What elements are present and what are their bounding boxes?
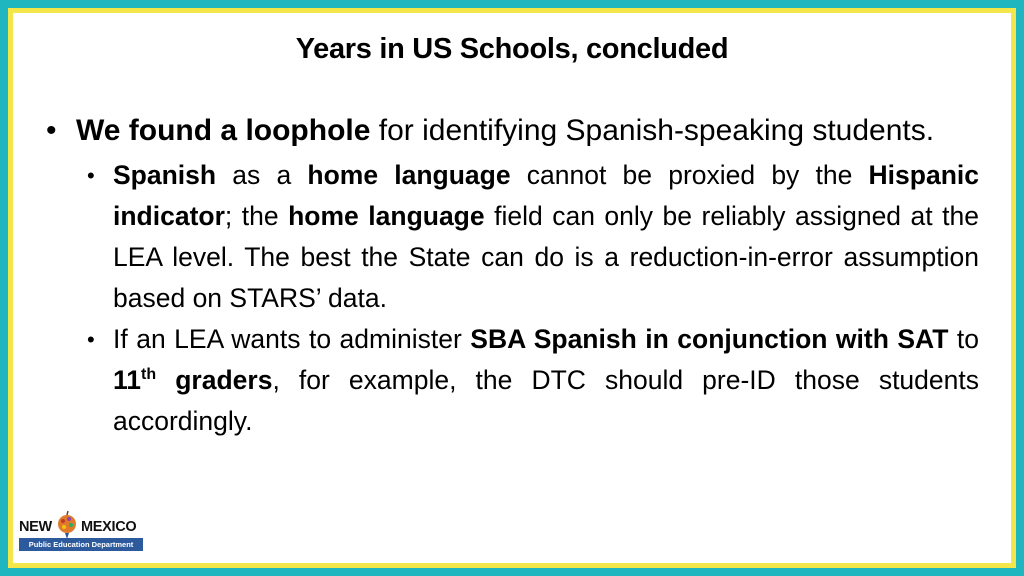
sub1-text-d: field can only be reliably assigned at the LEA level. The best the State can do is a reduction-in-error assumption based on STARS’ data. — [113, 201, 979, 313]
sub2-superscript-th: th — [141, 366, 157, 383]
sub2-bold-11: 11 — [113, 365, 142, 395]
sub1-bold-spanish: Spanish — [113, 160, 217, 190]
bullet-main-text: for identifying Spanish-speaking students. — [370, 114, 935, 147]
sub2-text-a: If an LEA wants to administer — [113, 324, 471, 354]
bullet-main-bold: We found a loophole — [76, 114, 371, 147]
sub1-bold-home-language-2: home language — [288, 201, 485, 231]
bullet-dot-icon: • — [46, 114, 57, 147]
logo-subtitle: Public Education Department — [19, 538, 143, 551]
apple-icon — [55, 510, 79, 540]
sub1-text-b: cannot be proxied by the — [510, 160, 869, 190]
sub2-text-c: , for example, the DTC should pre-ID those students accordingly. — [113, 365, 979, 436]
sub1-text-c: ; the — [224, 201, 289, 231]
sub-bullet-spanish — [43, 155, 979, 319]
logo-word-new: NEW — [19, 519, 52, 535]
sub-bullet-dot-icon: • — [87, 327, 95, 352]
bullet-main — [43, 110, 979, 152]
sub-bullet-dot-icon: • — [87, 163, 95, 188]
sub-bullet-lea — [43, 319, 979, 442]
sub2-bold-graders: graders — [156, 365, 273, 395]
sub2-bold-sba: SBA Spanish in conjunction with SAT — [470, 324, 949, 354]
slide — [13, 13, 1011, 563]
logo-word-mexico: MEXICO — [81, 519, 137, 535]
slide-content — [43, 110, 979, 442]
slide-title: Years in US Schools, concluded — [295, 33, 729, 65]
sub1-text-a: as a — [216, 160, 308, 190]
sub2-text-b: to — [948, 324, 979, 354]
sub1-bold-hispanic-indicator: Hispanic indicator — [113, 160, 979, 231]
sub1-bold-home-language: home language — [307, 160, 511, 190]
nm-ped-logo — [17, 510, 143, 558]
